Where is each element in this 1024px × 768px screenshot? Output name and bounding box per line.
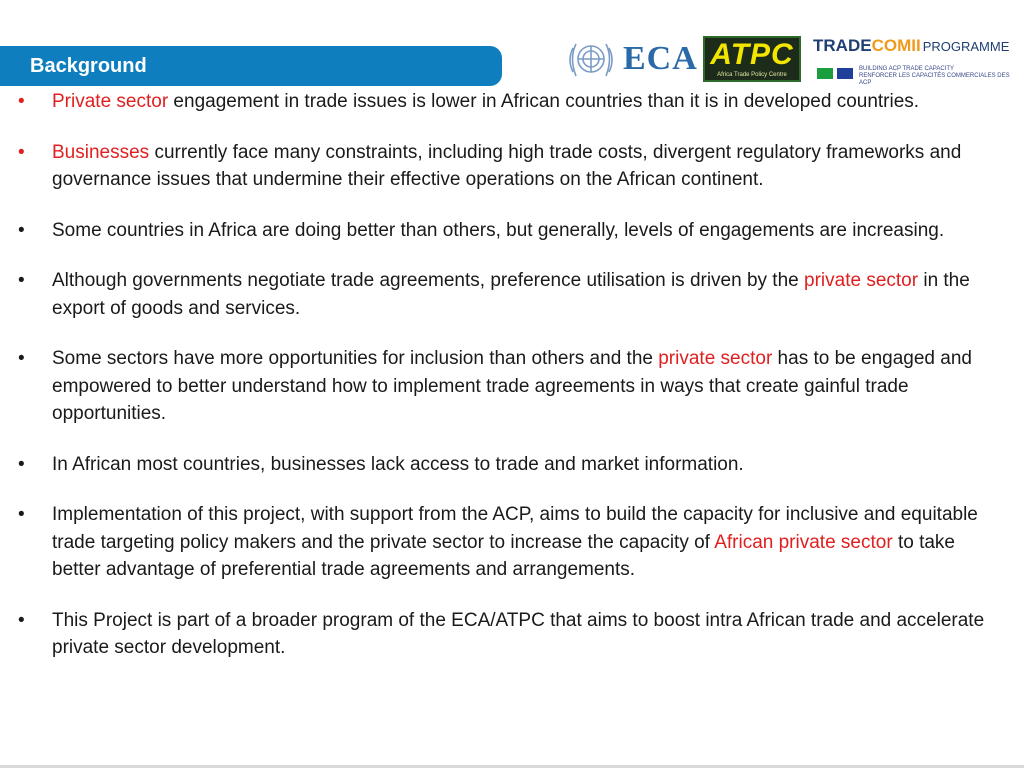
tradecom-ii-text: II <box>911 36 921 55</box>
bullet-item <box>18 501 1008 584</box>
atpc-logo-subtitle: Africa Trade Policy Centre <box>717 72 787 78</box>
acp-flag-icon <box>817 68 833 79</box>
bullet-highlight: Private sector <box>52 91 169 112</box>
bullet-text-end: has to be engaged and empowered to better understand how to implement trade agreements in ways that create gainful trade opportunities. <box>52 348 972 424</box>
bullet-item <box>18 267 1008 322</box>
bullet-highlight: Businesses <box>52 141 150 163</box>
tradecom-subtitle-fr: RENFORCER LES CAPACITÉS COMMERCIALES DES ACP <box>859 73 1010 86</box>
section-title: Background <box>30 55 147 77</box>
tradecom-programme-text: PROGRAMME <box>922 39 1010 54</box>
bullet-highlight: private sector <box>658 348 773 369</box>
bullet-text: Implementation of this project, with support from the ACP, aims to build the capacity for inclusive and equitable trade targeting policy makers and the private sector to increase the capacity of <box>52 504 978 553</box>
tradecom-logo <box>813 36 1009 56</box>
bullet-text: currently face many constraints, including high trade costs, divergent regulatory frameworks and governance issues that undermine their effective operations on the African continent. <box>52 141 962 190</box>
un-emblem-icon <box>563 36 619 82</box>
atpc-logo-text: ATPC <box>710 38 794 71</box>
bullet-text: This Project is part of a broader program of the ECA/ATPC that aims to boost intra African trade and accelerate private sector development. <box>52 609 985 658</box>
tradecom-subtitle <box>817 66 1017 88</box>
bullet-item <box>18 607 1008 662</box>
partner-logos <box>555 22 1015 92</box>
bullet-text-end: in the export of goods and services. <box>52 270 970 319</box>
atpc-logo <box>703 36 801 82</box>
bullet-item <box>18 139 1008 194</box>
bullet-highlight: private sector <box>804 270 919 291</box>
tradecom-subtitle-en: BUILDING ACP TRADE CAPACITY <box>859 66 955 72</box>
bullet-text: engagement in trade issues is lower in African countries than it is in developed countries. <box>168 91 920 112</box>
bullet-text-end: to take better advantage of preferential trade agreements and arrangements. <box>52 531 955 580</box>
section-header-bar <box>0 46 502 86</box>
bullet-list <box>18 88 1008 685</box>
bullet-text: Some sectors have more opportunities for inclusion than others and the <box>52 348 659 369</box>
bullet-item <box>18 88 1008 116</box>
bullet-text: Some countries in Africa are doing better than others, but generally, levels of engagements are increasing. <box>52 219 945 241</box>
bullet-highlight: African private sector <box>714 531 893 553</box>
bullet-item <box>18 345 1008 428</box>
eu-flag-icon <box>837 68 853 79</box>
tradecom-com-text: COM <box>871 36 912 55</box>
bullet-text: In African most countries, businesses lack access to trade and market information. <box>52 453 744 475</box>
tradecom-trade-text: TRADE <box>813 36 872 55</box>
eca-logo-text: ECA <box>623 40 698 77</box>
bullet-item <box>18 451 1008 479</box>
bullet-text: Although governments negotiate trade agreements, preference utilisation is driven by the <box>52 270 805 291</box>
bullet-item <box>18 217 1008 245</box>
